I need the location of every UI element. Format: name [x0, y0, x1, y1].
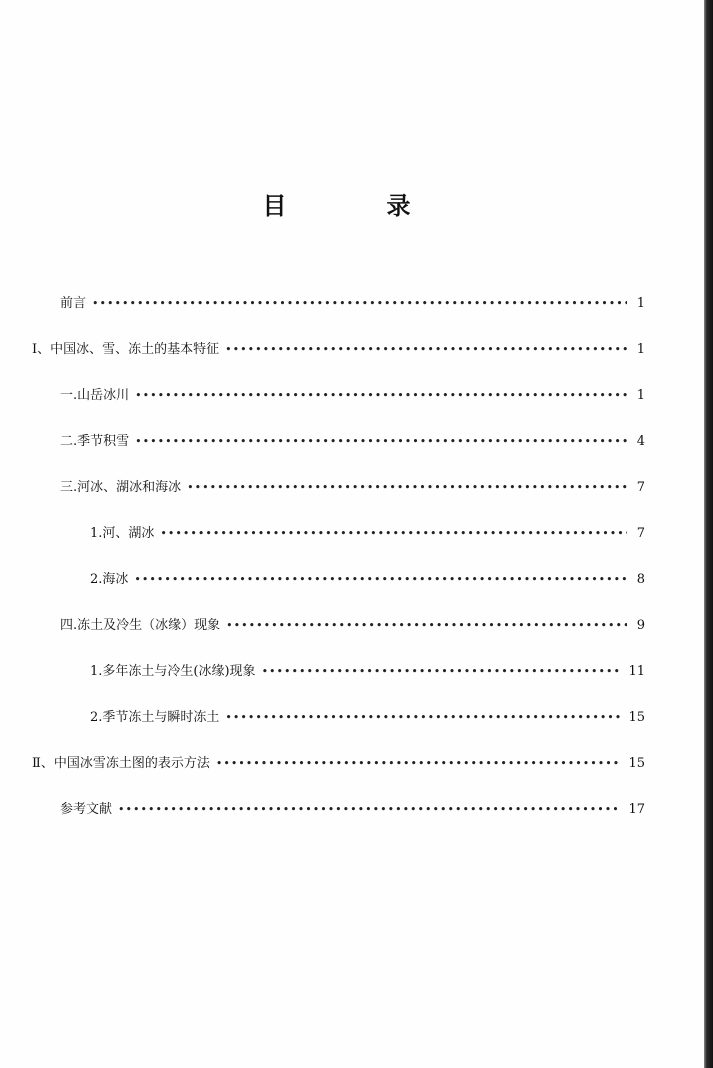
toc-entry-river-lake-sea-ice[interactable]: [60, 479, 645, 497]
toc-entry-page: 4: [636, 434, 645, 449]
toc-entry-page: 1: [636, 296, 645, 311]
toc-entry-label: 一.山岳冰川: [60, 388, 130, 403]
toc-entry-sea-ice[interactable]: [90, 571, 645, 589]
toc-entry-label: 前言: [60, 296, 87, 311]
toc-entry-part-2[interactable]: [32, 755, 645, 773]
toc-entry-permafrost[interactable]: [90, 663, 645, 681]
toc-entry-seasonal-snow[interactable]: [60, 433, 645, 451]
toc-entry-label: 2.海冰: [90, 572, 129, 587]
toc-entry-preface[interactable]: [60, 295, 645, 313]
toc-leader-dots: [225, 341, 627, 359]
toc-entry-label: 1.河、湖冰: [90, 526, 155, 541]
toc-entry-frozen-ground[interactable]: [60, 617, 645, 635]
toc-entry-label: 2.季节冻土与瞬时冻土: [90, 710, 220, 725]
toc-leader-dots: [134, 571, 627, 589]
page-title: 目 录: [262, 192, 449, 220]
toc-entry-seasonal-frozen-ground[interactable]: [90, 709, 645, 727]
toc-entry-page: 15: [628, 710, 645, 725]
toc-leader-dots: [160, 525, 627, 543]
toc-entry-label: Ⅰ、中国冰、雪、冻土的基本特征: [32, 342, 220, 357]
toc-entry-river-lake-ice[interactable]: [90, 525, 645, 543]
toc-leader-dots: [225, 709, 620, 727]
toc-entry-page: 7: [636, 526, 645, 541]
toc-entry-page: 15: [628, 756, 645, 771]
toc-leader-dots: [216, 755, 621, 773]
toc-entry-label: 四.冻土及冷生（冰缘）现象: [60, 618, 221, 633]
toc-entry-label: Ⅱ、中国冰雪冻土图的表示方法: [32, 756, 210, 771]
toc-leader-dots: [262, 663, 621, 681]
toc-leader-dots: [118, 801, 620, 819]
toc-leader-dots: [135, 387, 627, 405]
toc-entry-page: 17: [628, 802, 645, 817]
toc-leader-dots: [92, 295, 627, 313]
toc-entry-label: 参考文献: [60, 802, 113, 817]
toc-entry-references[interactable]: [60, 801, 645, 819]
toc-entry-part-1[interactable]: [32, 341, 645, 359]
toc-entry-label: 三.河冰、湖冰和海冰: [60, 480, 182, 495]
toc-entry-label: 二.季节积雪: [60, 434, 130, 449]
toc-leader-dots: [187, 479, 627, 497]
toc-entry-page: 7: [636, 480, 645, 495]
toc-entry-page: 9: [636, 618, 645, 633]
toc-entry-page: 11: [628, 664, 645, 679]
toc-leader-dots: [135, 433, 627, 451]
toc-entry-page: 1: [636, 388, 645, 403]
toc-leader-dots: [226, 617, 627, 635]
toc-entry-mountain-glaciers[interactable]: [60, 387, 645, 405]
toc-entry-label: 1.多年冻土与冷生(冰缘)现象: [90, 664, 256, 679]
toc-entry-page: 8: [636, 572, 645, 587]
toc-entry-page: 1: [636, 342, 645, 357]
